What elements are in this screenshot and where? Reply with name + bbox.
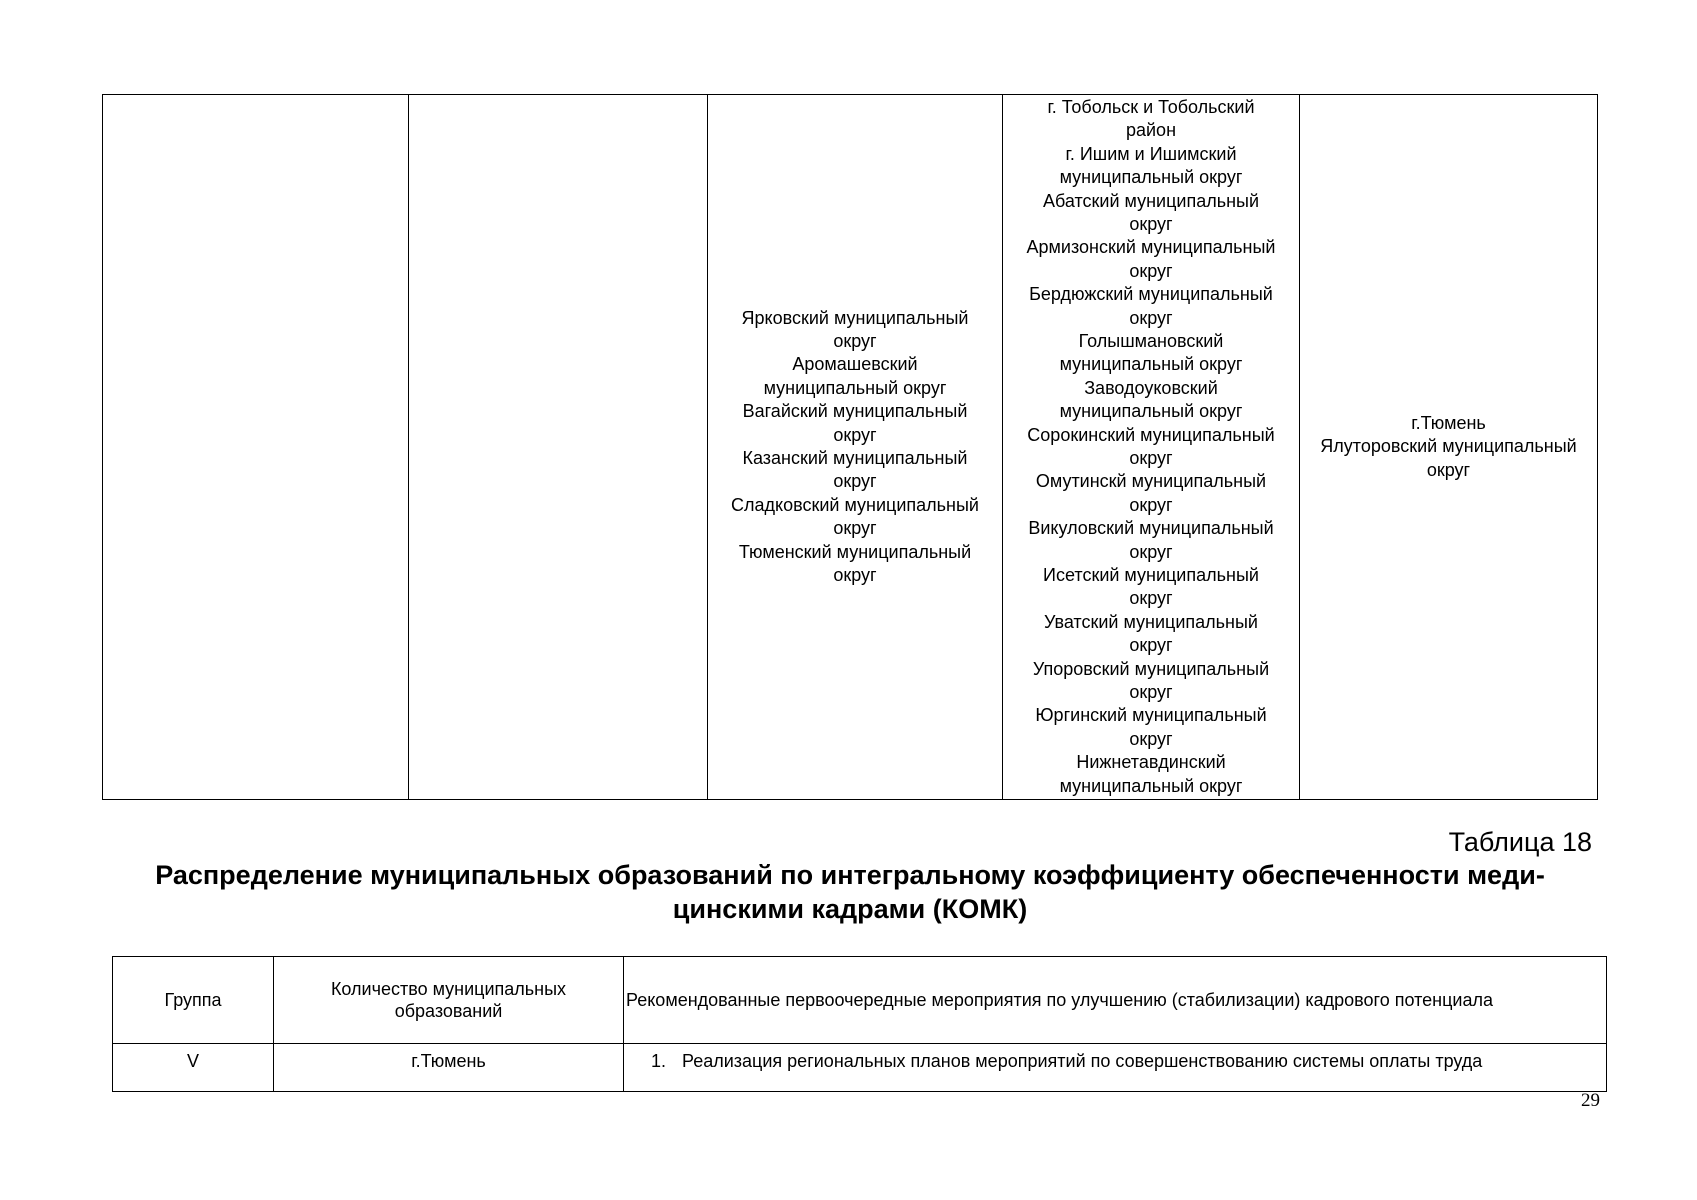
text-line: Юргинский муниципальный xyxy=(1035,705,1267,726)
text-line: Сладковский муниципальный xyxy=(731,494,979,515)
text-line: Тюменский муниципальный xyxy=(738,541,972,562)
text-line: округ xyxy=(1129,260,1173,281)
measure-text: Реализация региональных планов мероприятий по совершенствованию системы оплаты труда xyxy=(682,1051,1483,1071)
header-count xyxy=(274,957,624,1044)
text-line: Абатский муниципальный xyxy=(1042,190,1260,211)
text-line: Армизонский муниципальный xyxy=(1026,237,1276,258)
empty-cell-1 xyxy=(103,95,409,800)
text-line: Омутинскй муниципальный xyxy=(1035,471,1267,492)
text-line: округ xyxy=(1129,213,1173,234)
text-line: округ xyxy=(1129,541,1173,562)
text-line: округ xyxy=(833,565,877,586)
text-line: Голышмановский xyxy=(1078,330,1224,351)
continuation-table xyxy=(102,94,1598,800)
text-line: муниципальный округ xyxy=(1059,775,1243,796)
text-line: округ xyxy=(1129,728,1173,749)
text-line: муниципальный округ xyxy=(1059,354,1243,375)
text-line: округ xyxy=(1129,494,1173,515)
text-line: округ xyxy=(833,471,877,492)
komk-distribution-table xyxy=(112,956,1607,1092)
text-line: район xyxy=(1125,120,1177,141)
header-count-line-1: Количество муниципальных xyxy=(330,979,567,999)
table-row xyxy=(113,1044,1607,1092)
cell-group: V xyxy=(113,1044,274,1092)
header-group: Группа xyxy=(113,957,274,1044)
text-line: округ xyxy=(833,424,877,445)
list-number: 1. xyxy=(650,1051,666,1071)
text-line: округ xyxy=(833,330,877,351)
cell-count: г.Тюмень xyxy=(274,1044,624,1092)
heading-line-1: Распределение муниципальных образований по интегральному коэффициенту обеспеченности меди- xyxy=(155,860,1545,890)
cell-municipalities-col5 xyxy=(1300,95,1598,800)
text-line: округ xyxy=(1426,459,1471,480)
text-line: г. Ишим и Ишимский xyxy=(1065,143,1237,164)
text-line: г. Тобольск и Тобольский xyxy=(1047,96,1255,117)
text-line: округ xyxy=(1129,682,1173,703)
text-line: муниципальный округ xyxy=(763,377,947,398)
page-number: 29 xyxy=(1581,1090,1600,1111)
text-line: Исетский муниципальный xyxy=(1043,565,1259,586)
header-measures: Рекомендованные первоочередные мероприятия по улучшению (стабилизации) кадрового потенциала xyxy=(624,957,1607,1044)
text-line: муниципальный округ xyxy=(1059,401,1243,422)
text-line: округ xyxy=(1129,635,1173,656)
text-line: Ялуторовский муниципальный xyxy=(1320,436,1577,457)
text-line: г.Тюмень xyxy=(1411,412,1486,433)
cell-measures xyxy=(624,1044,1607,1092)
cell-municipalities-col4 xyxy=(1003,95,1300,800)
text-line: Упоровский муниципальный xyxy=(1032,658,1270,679)
header-count-line-2: образований xyxy=(394,1001,503,1021)
text-line: Уватский муниципальный xyxy=(1044,611,1258,632)
text-line: Сорокинский муниципальный xyxy=(1027,424,1275,445)
table-number-label: Таблица 18 xyxy=(1448,827,1592,857)
text-line: муниципальный округ xyxy=(1059,167,1243,188)
text-line: Казанский муниципальный xyxy=(742,448,968,468)
text-line: округ xyxy=(1129,307,1173,328)
empty-cell-2 xyxy=(409,95,708,800)
table-heading xyxy=(110,858,1590,926)
text-line: Заводоуковский xyxy=(1084,377,1218,398)
text-line: Вагайский муниципальный xyxy=(742,401,968,422)
text-line: Нижнетавдинский xyxy=(1076,752,1226,773)
text-line: округ xyxy=(833,518,877,539)
text-line: Ярковский муниципальный xyxy=(741,307,969,328)
text-line: округ xyxy=(1129,588,1173,609)
table-header-row xyxy=(113,957,1607,1044)
text-line: Аромашевский xyxy=(792,354,918,375)
cell-municipalities-col3 xyxy=(708,95,1003,800)
text-line: Бердюжский муниципальный xyxy=(1029,284,1273,305)
heading-line-2: цинскими кадрами (КОМК) xyxy=(672,894,1028,924)
text-line: округ xyxy=(1129,448,1173,468)
text-line: Викуловский муниципальный xyxy=(1028,518,1274,539)
